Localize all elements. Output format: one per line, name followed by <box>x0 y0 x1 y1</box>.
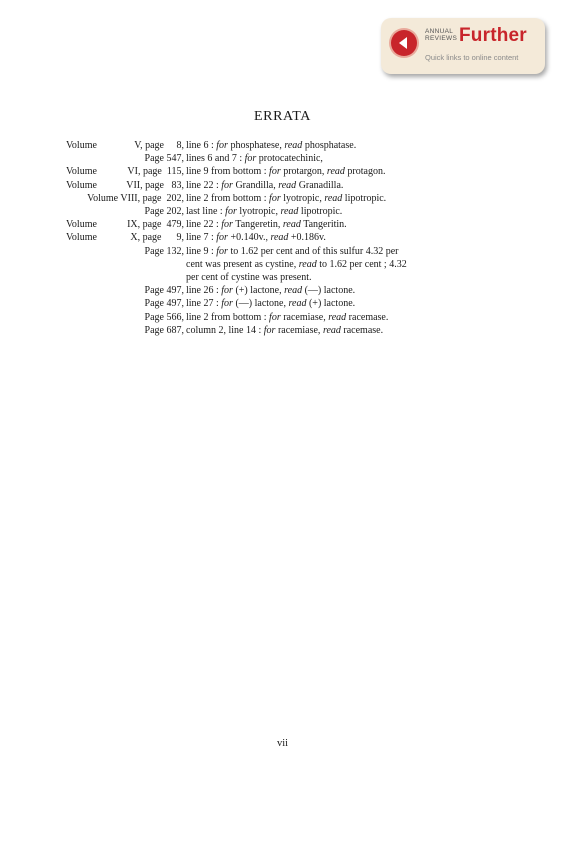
errata-entry: Page 566, line 2 from bottom : for racemiase, read racemase. <box>144 311 389 323</box>
errata-entry: Volume VII, page 83, line 22 : for Grandilla, read Granadilla. <box>66 179 344 191</box>
errata-entry: Page 202, last line : for lyotropic, read lipotropic. <box>144 206 343 218</box>
left-arrow-circle-icon <box>391 30 417 56</box>
errata-entry: Page 132, line 9 : for to 1.62 per cent and of this sulfur 4.32 per <box>144 245 399 257</box>
errata-entry: Volume V, page 8, line 6 : for phosphatese, read phosphatase. <box>66 140 357 151</box>
further-label: Further <box>459 25 527 46</box>
annual-reviews-logo: ANNUAL REVIEWS <box>425 28 458 42</box>
errata-entry: Page 687, column 2, line 14 : for racemiase, read racemase. <box>144 324 384 336</box>
errata-entry: Volume VI, page 115, line 9 from bottom : for protargon, read protagon. <box>66 166 386 178</box>
page-title: ERRATA <box>254 109 311 124</box>
errata-entry-continuation: per cent of cystine was present. <box>186 272 312 284</box>
errata-entry: Volume IX, page 479, line 22 : for Tangeretin, read Tangeritin. <box>66 219 347 231</box>
page-number: vii <box>276 738 289 749</box>
errata-entry: Volume VIII, page 202, line 2 from bottom : for lyotropic, read lipotropic. <box>87 192 387 204</box>
annual-reviews-further-badge[interactable] <box>381 18 545 74</box>
quick-links-label: Quick links to online content <box>425 53 519 62</box>
errata-list <box>66 139 476 337</box>
errata-entry-continuation: cent was present as cystine, read to 1.62 per cent ; 4.32 <box>186 258 407 270</box>
errata-entry: Volume X, page 9, line 7 : for +0.140v., read +0.186v. <box>66 232 326 244</box>
errata-entry: Page 497, line 27 : for (—) lactone, read (+) lactone. <box>144 298 356 310</box>
errata-entry: Page 497, line 26 : for (+) lactone, read (—) lactone. <box>144 285 356 297</box>
errata-entry: Page 547, lines 6 and 7 : for protocatechinic, <box>144 153 323 165</box>
